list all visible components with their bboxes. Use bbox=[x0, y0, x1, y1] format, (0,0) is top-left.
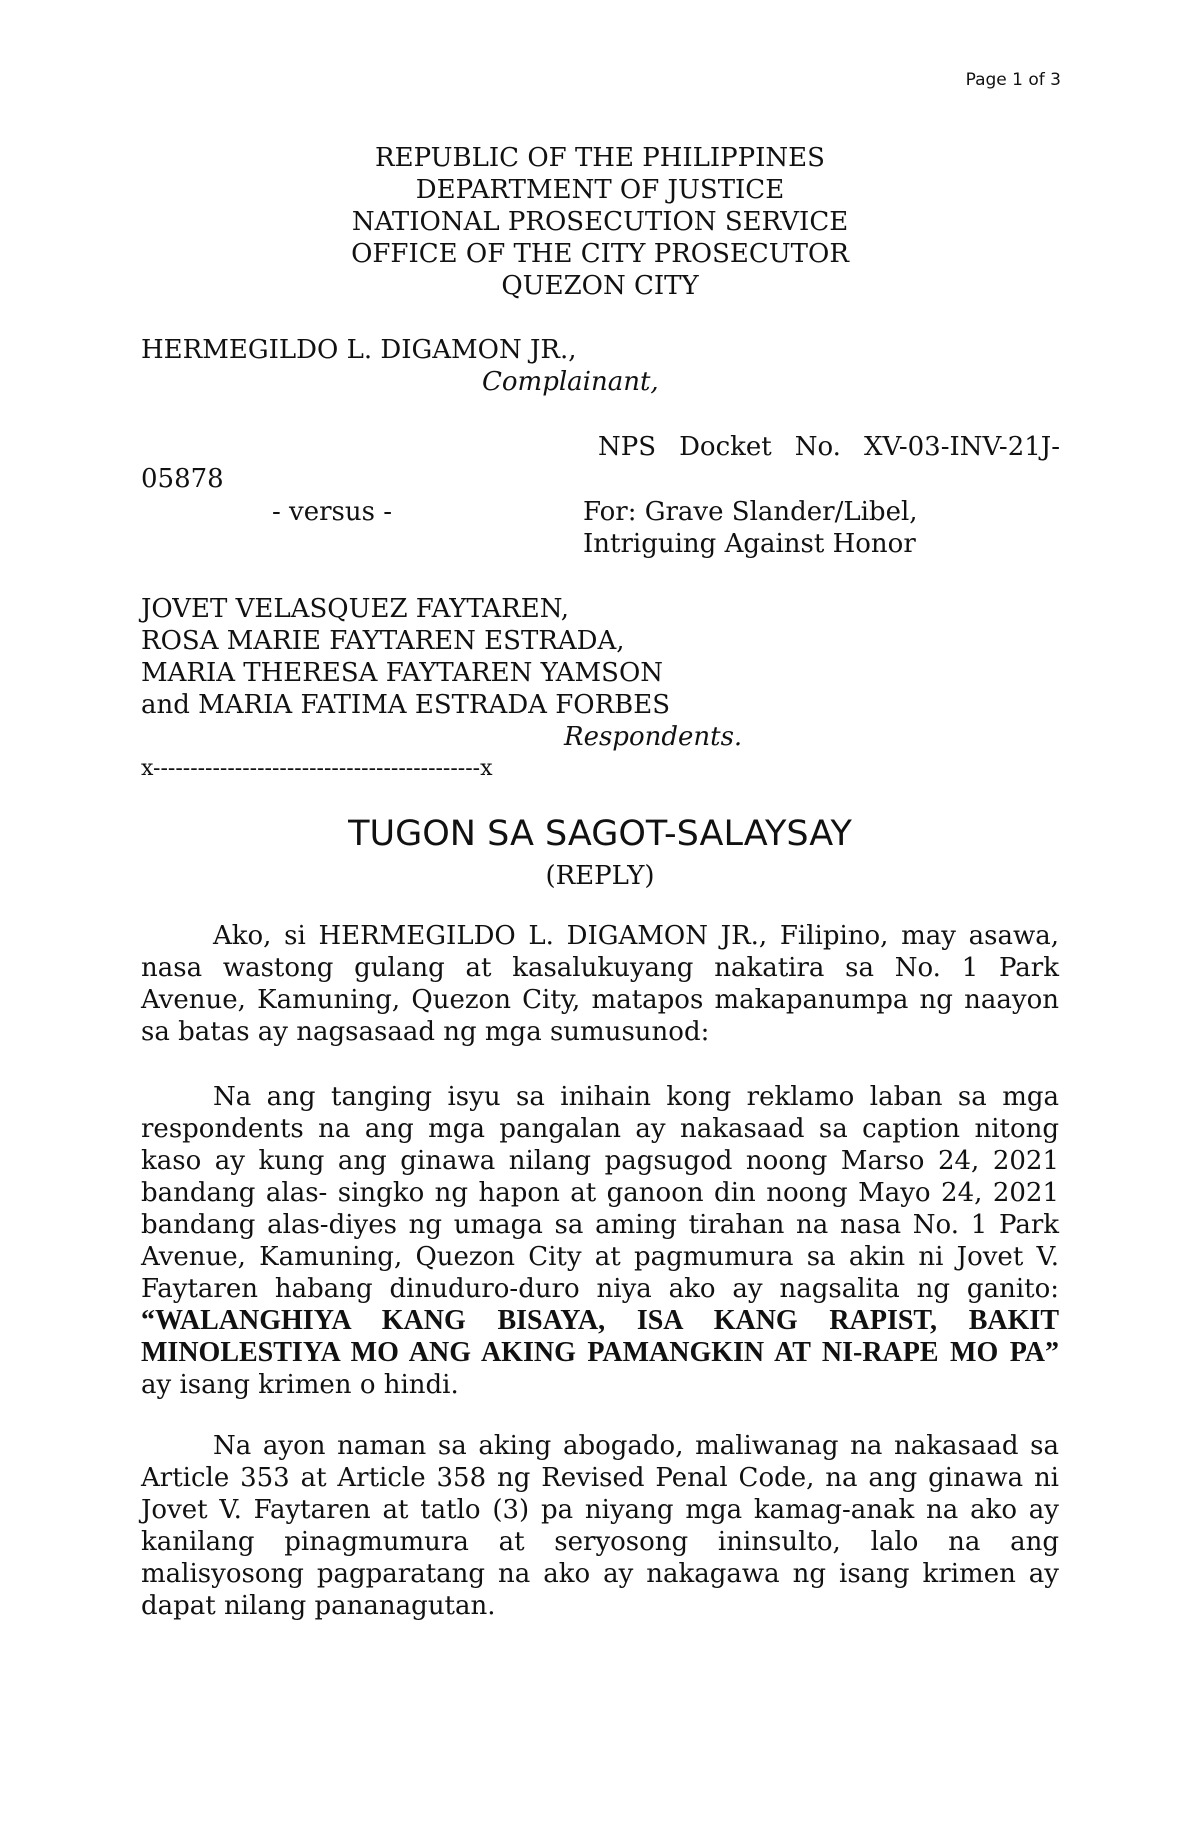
respondents-role: Respondents. bbox=[564, 722, 743, 752]
title-main: TUGON SA SAGOT-SALAYSAY bbox=[348, 814, 852, 854]
respondent-3: MARIA THERESA FAYTAREN YAMSON bbox=[141, 658, 664, 688]
paragraph-2-end: ay isang krimen o hindi. bbox=[141, 1370, 459, 1400]
docket-number-line2: 05878 bbox=[141, 464, 224, 494]
paragraph-3: Na ayon naman sa aking abogado, maliwanag na nakasaad sa Article 353 at Article 358 ng Revised Penal Code, na ang ginawa ni Jovet V. Faytaren at tatlo (3) pa niyang mga kamag-anak na ako ay kanilang pinagmumura at seryosong ininsulto, lalo na ang malisyosong pagparatang na ako ay nakagawa ng isang krimen ay dapat nilang pananagutan. bbox=[141, 1431, 1059, 1621]
caption-separator: x--------------------------------------------x bbox=[141, 756, 493, 781]
paragraph-2 bbox=[141, 1081, 1059, 1401]
respondent-2: ROSA MARIE FAYTAREN ESTRADA, bbox=[141, 626, 625, 656]
paragraph-2-text: Na ang tanging isyu sa inihain kong reklamo laban sa mga respondents na ang mga pangalan ay nakasaad sa caption nitong kaso ay kung ang ginawa nilang pagsugod noong Marso 24, 2021 bandang alas- singko ng hapon at ganoon din noong Mayo 24, 2021 bandang alas-diyes ng umaga sa aming tirahan na nasa No. 1 Park Avenue, Kamuning, Quezon City at pagmumura sa akin ni Jovet V. Faytaren habang dinuduro-duro niya ako ay nagsalita ng ganito: bbox=[141, 1082, 1059, 1304]
header-line-office: OFFICE OF THE CITY PROSECUTOR bbox=[351, 239, 849, 269]
complainant-name: HERMEGILDO L. DIGAMON JR., bbox=[141, 335, 577, 365]
header-line-city: QUEZON CITY bbox=[501, 271, 699, 301]
paragraph-1: Ako, si HERMEGILDO L. DIGAMON JR., Filipino, may asawa, nasa wastong gulang at kasalukuyang nakatira sa No. 1 Park Avenue, Kamuning, Quezon City, matapos makapanumpa ng naayon sa batas ay nagsasaad ng mga sumusunod: bbox=[141, 921, 1059, 1047]
charges-line2: Intriguing Against Honor bbox=[583, 529, 916, 559]
complainant-role: Complainant, bbox=[482, 367, 659, 397]
paragraph-2-quote: “WALANGHIYA KANG BISAYA, ISA KANG RAPIST, BAKIT MINOLESTIYA MO ANG AKING PAMANGKIN AT NI-RAPE MO PA” bbox=[141, 1305, 1059, 1368]
header-line-republic: REPUBLIC OF THE PHILIPPINES bbox=[375, 143, 825, 173]
docket-number-line1: NPS Docket No. XV-03-INV-21J- bbox=[598, 432, 1060, 462]
charges-line1: For: Grave Slander/Libel, bbox=[583, 497, 918, 527]
document-title bbox=[0, 812, 1200, 892]
respondent-1: JOVET VELASQUEZ FAYTAREN, bbox=[141, 594, 570, 624]
header-line-department: DEPARTMENT OF JUSTICE bbox=[415, 175, 785, 205]
title-sub: (REPLY) bbox=[545, 861, 655, 891]
versus-label: - versus - bbox=[272, 497, 393, 527]
header-line-service: NATIONAL PROSECUTION SERVICE bbox=[351, 207, 849, 237]
respondent-4: and MARIA FATIMA ESTRADA FORBES bbox=[141, 690, 671, 720]
page-number: Page 1 of 3 bbox=[965, 70, 1061, 90]
document-header bbox=[0, 142, 1200, 302]
